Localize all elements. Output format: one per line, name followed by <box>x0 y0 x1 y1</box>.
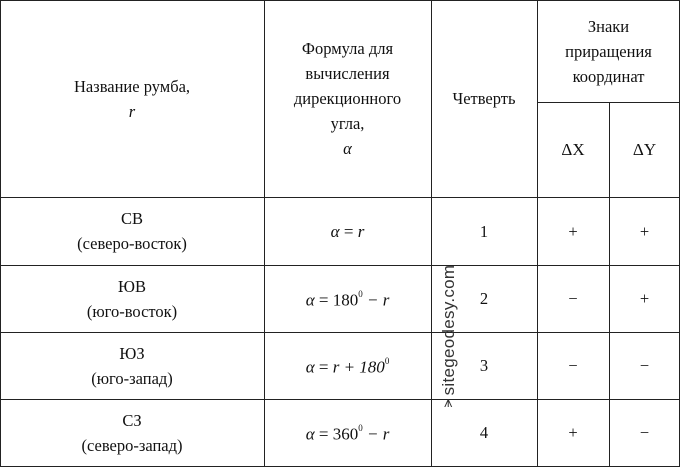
header-formula-symbol: α <box>343 139 352 158</box>
rhumb-abbr: СВ <box>120 209 143 228</box>
header-formula-line: Формула для <box>301 39 394 58</box>
formula-rhs: r <box>357 221 365 241</box>
delta-y-sign: + <box>639 221 650 241</box>
formula-number: 180 <box>332 290 359 310</box>
delta-x-sign-cell <box>537 399 609 466</box>
formula-lhs: α <box>305 424 315 444</box>
header-formula-line: угла, <box>330 114 365 133</box>
rhumb-name-cell <box>0 197 264 265</box>
header-formula-line: вычисления <box>305 64 390 83</box>
quarter-value: 2 <box>479 289 489 308</box>
quarter-value: 3 <box>479 356 489 375</box>
header-delta-y-label: ΔY <box>632 140 657 159</box>
delta-x-sign-cell <box>537 265 609 332</box>
rhumb-full-name: (юго-запад) <box>91 368 173 388</box>
header-signs <box>537 0 680 102</box>
delta-x-sign: − <box>568 356 578 375</box>
header-rhumb-symbol: r <box>128 101 136 121</box>
formula-cell: α = r <box>330 221 365 241</box>
formula-cell: $\alpha = 360^0 - r$ <box>305 423 390 444</box>
rhumb-abbr: СЗ <box>122 410 142 430</box>
quarter-value: 1 <box>479 221 489 241</box>
header-delta-x-label: ΔX <box>561 140 585 159</box>
delta-y-sign-cell <box>609 399 680 466</box>
formula-degree: 0 <box>358 423 363 434</box>
rhumb-abbr: ЮЗ <box>119 343 145 363</box>
formula-lhs: α <box>305 357 315 377</box>
rhumb-name-cell <box>0 332 264 399</box>
delta-y-sign: − <box>639 356 650 375</box>
rhumb-full-name: (северо-восток) <box>77 234 187 253</box>
header-quarter <box>431 0 537 197</box>
delta-x-sign: + <box>568 221 578 241</box>
delta-x-sign: − <box>568 289 578 308</box>
header-signs-line: координат <box>572 66 645 86</box>
header-signs-line: приращения <box>565 41 652 61</box>
rhumb-full-name: (северо-запад) <box>81 435 183 455</box>
rhumb-full-name: (юго-восток) <box>86 301 178 321</box>
header-formula <box>264 0 431 197</box>
formula-cell: $\alpha = 180^0 - r$ <box>305 289 390 310</box>
delta-y-sign: + <box>639 289 650 308</box>
header-delta-y <box>609 102 680 197</box>
header-rhumb-label: Название румба, <box>73 76 191 96</box>
formula-tail: − r <box>366 290 390 310</box>
watermark-text: sitegeodesy.com <box>439 264 458 396</box>
formula-tail: − r <box>366 424 390 444</box>
table-border-bottom <box>0 466 680 467</box>
header-signs-line: Знаки <box>587 16 630 36</box>
formula-degree: 0 <box>358 289 363 300</box>
formula-lhs: α <box>305 290 315 310</box>
delta-x-sign-cell <box>537 332 609 399</box>
delta-y-sign: − <box>639 423 650 442</box>
watermark-compass-icon: ⩚ <box>444 393 453 411</box>
quarter-cell <box>431 197 537 265</box>
rhumb-abbr: ЮВ <box>118 276 146 296</box>
header-rhumb-name <box>0 0 264 197</box>
rhumb-name-cell <box>0 265 264 332</box>
quarter-value: 4 <box>479 423 489 442</box>
delta-x-sign-cell <box>537 197 609 265</box>
header-quarter-label: Четверть <box>452 89 516 108</box>
formula-cell: $\alpha = r + 180^0$ <box>305 356 390 377</box>
delta-y-sign-cell <box>609 332 680 399</box>
formula-head: r + 180 <box>332 357 385 377</box>
header-delta-x <box>537 102 609 197</box>
rhumb-name-cell <box>0 399 264 466</box>
header-formula-line: дирекционного <box>293 89 402 108</box>
formula-lhs: α <box>330 221 340 241</box>
delta-y-sign-cell <box>609 265 680 332</box>
delta-x-sign: + <box>568 423 578 442</box>
formula-degree: 0 <box>384 356 390 367</box>
formula-number: 360 <box>332 424 359 444</box>
delta-y-sign-cell <box>609 197 680 265</box>
